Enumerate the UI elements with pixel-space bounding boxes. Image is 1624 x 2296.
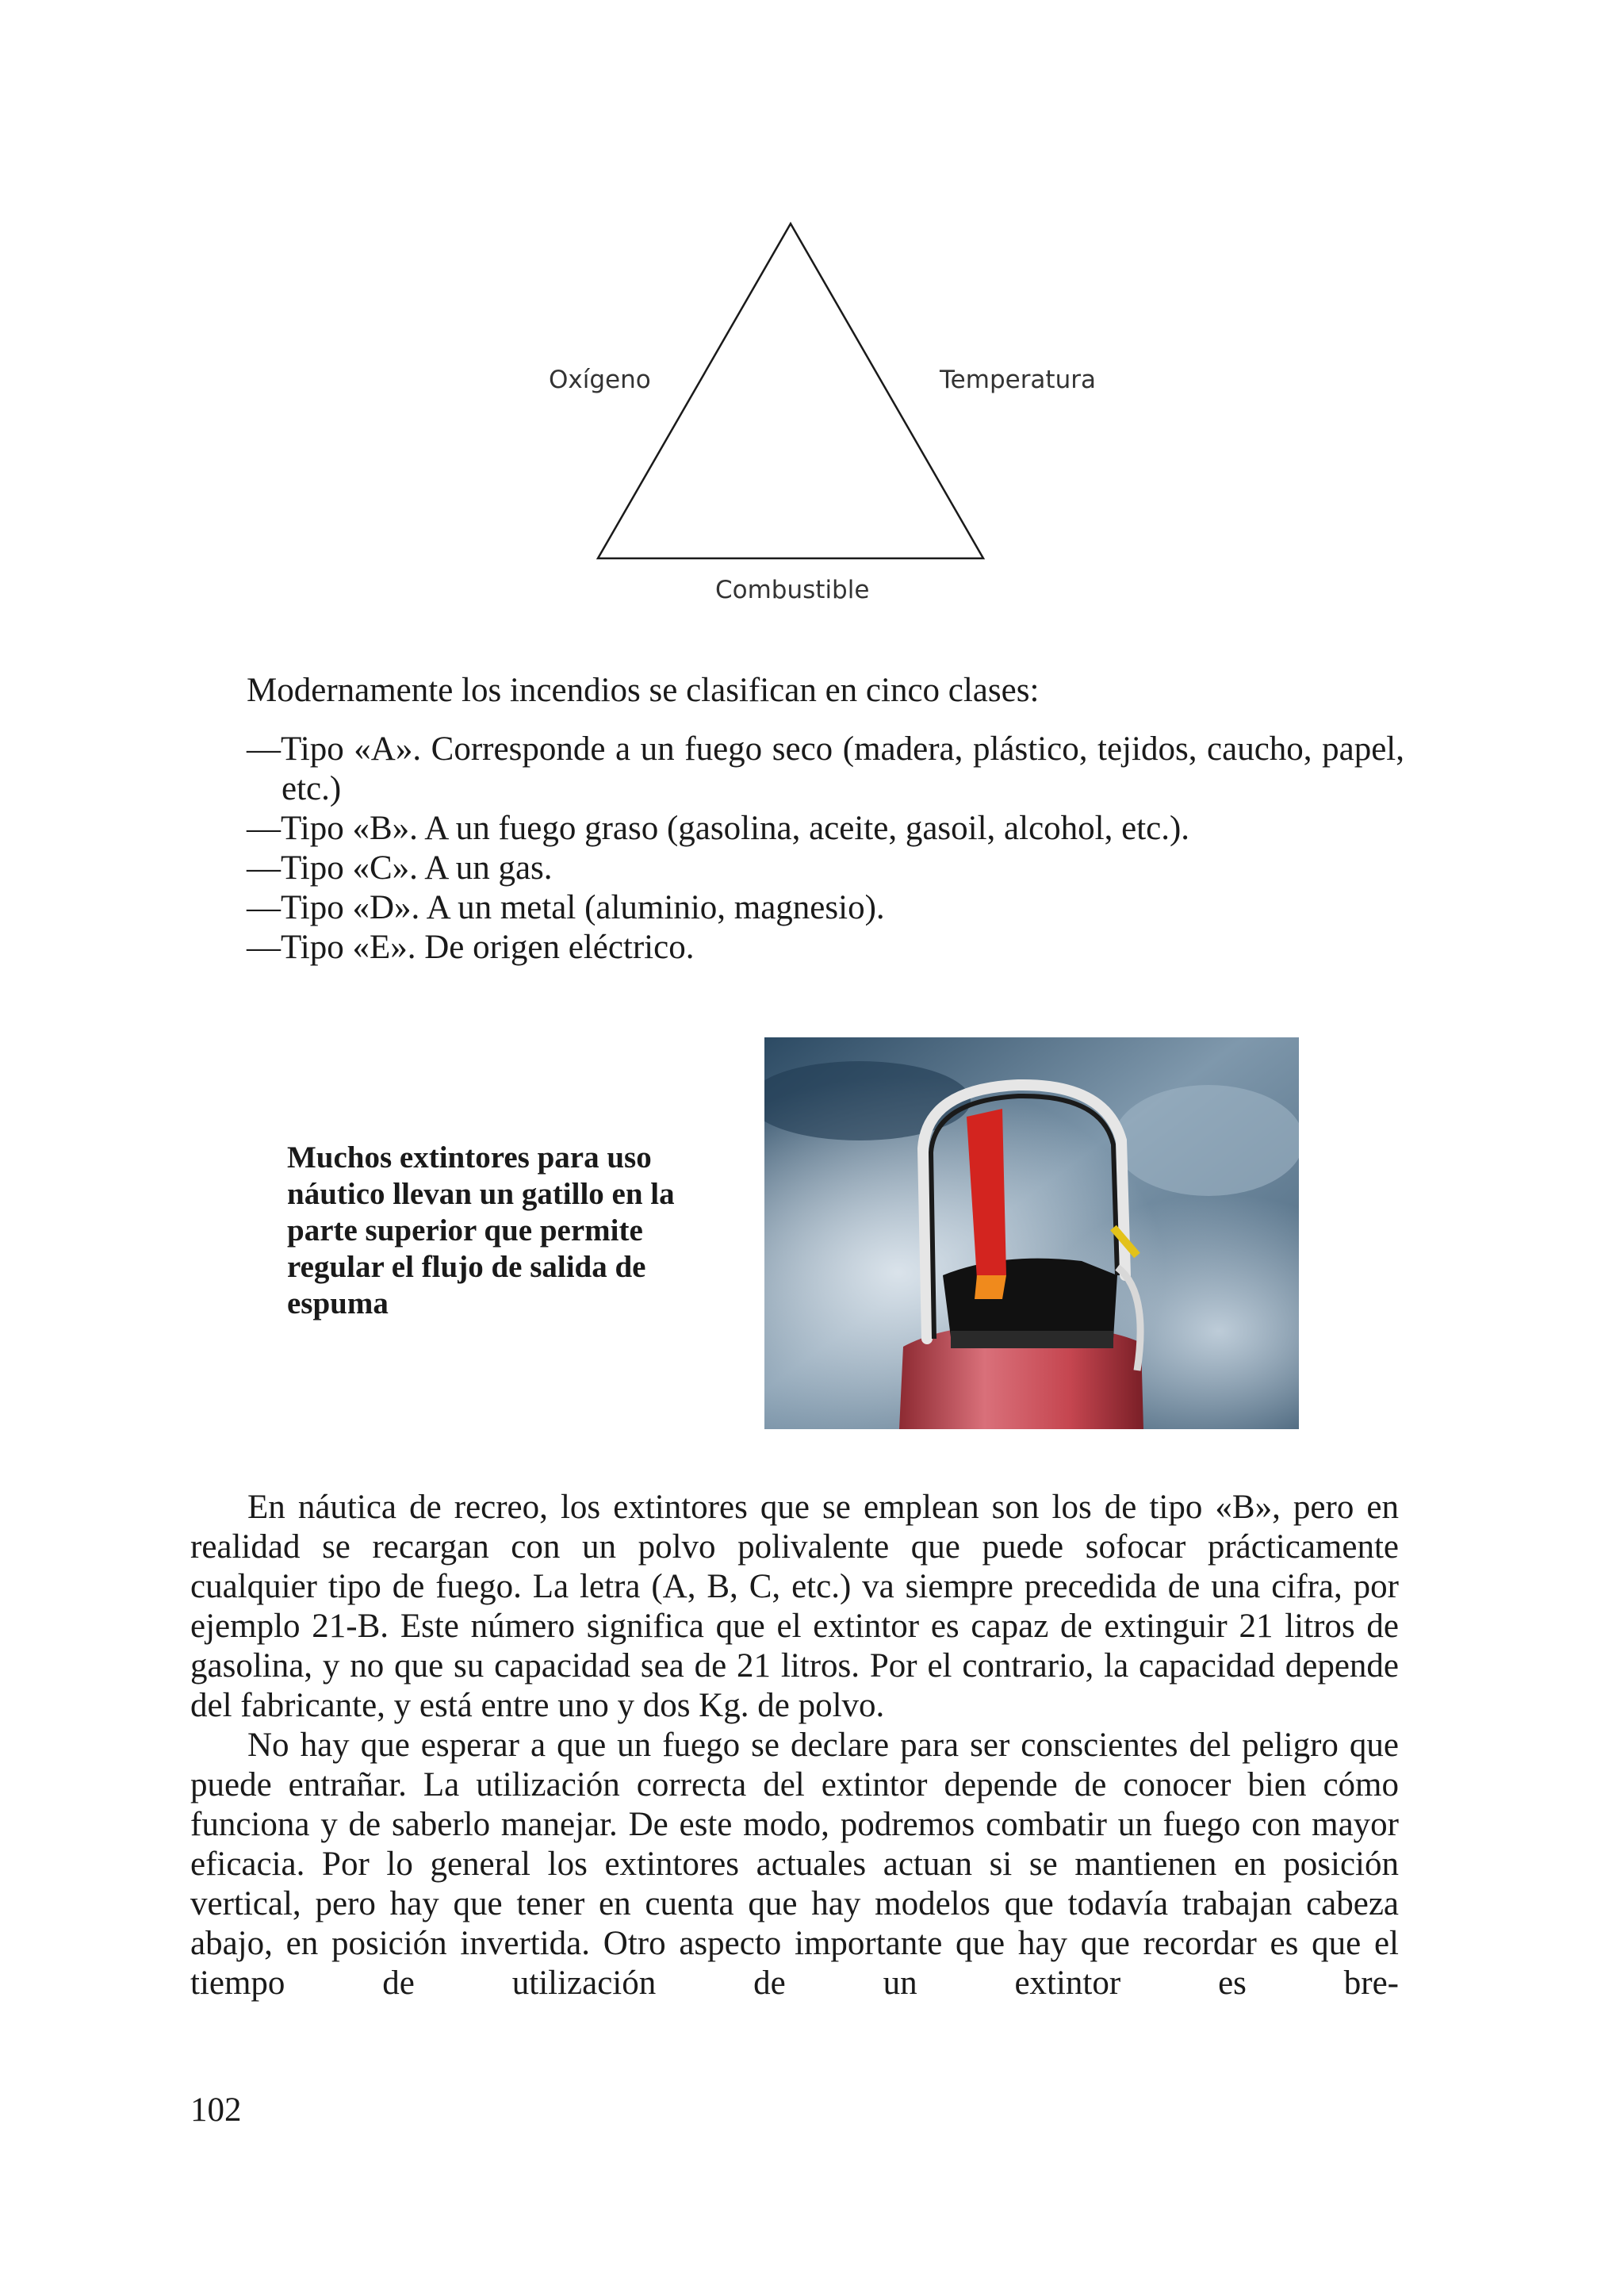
page-number: 102 [190,2091,242,2129]
fire-type-c: —Tipo «C». A un gas. [247,849,553,887]
fire-triangle [598,224,983,558]
body-text [190,1488,1399,2003]
paragraph-2: No hay que esperar a que un fuego se declare para ser conscientes del peligro que puede entrañar. La utilización correcta del extintor depende de conocer bien cómo funciona y de saberlo manejar. De este modo, podremos combatir un fuego con mayor eficacia. Por lo general los extintores actuales actuan si se mantienen en posición vertical, pero hay que tener en cuenta que hay modelos que todavía trabajan cabeza abajo, en posición invertida. Otro aspecto importante que hay que recordar es que el tiempo de utilización de un extintor es bre- [190,1727,1399,2002]
fire-type-e: —Tipo «E». De origen eléctrico. [247,929,695,966]
intro-sentence: Modernamente los incendios se clasifican en cinco clases: [247,672,1040,709]
fire-type-list [247,730,1404,968]
fire-triangle-diagram [0,0,1624,634]
fire-type-a: —Tipo «A». Corresponde a un fuego seco (madera, plástico, tejidos, caucho, papel, etc.) [247,730,1404,807]
fire-type-d: —Tipo «D». A un metal (aluminio, magnesio). [247,889,885,926]
diagram-label-temperature: Temperatura [940,366,1096,394]
extinguisher-photo [764,1037,1299,1429]
fire-type-b: —Tipo «B». A un fuego graso (gasolina, aceite, gasoil, alcohol, etc.). [247,810,1190,847]
diagram-label-oxygen: Oxígeno [549,366,651,394]
figure-caption: Muchos extintores para uso náutico llevan un gatillo en la parte superior que permite regular el flujo de salida de espuma [287,1140,675,1320]
diagram-label-fuel: Combustible [715,576,870,604]
paragraph-1: En náutica de recreo, los extintores que se emplean son los de tipo «B», pero en realidad se recargan con un polvo polivalente que puede sofocar prácticamente cualquier tipo de fuego. La letra (A, B, C, etc.) va siempre precedida de una cifra, por ejemplo 21-B. Este número significa que el extintor es capaz de extinguir 21 litros de gasolina, y no que su capacidad sea de 21 litros. Por el contrario, la capacidad depende del fabricante, y está entre uno y dos Kg. de polvo. [190,1489,1399,1724]
